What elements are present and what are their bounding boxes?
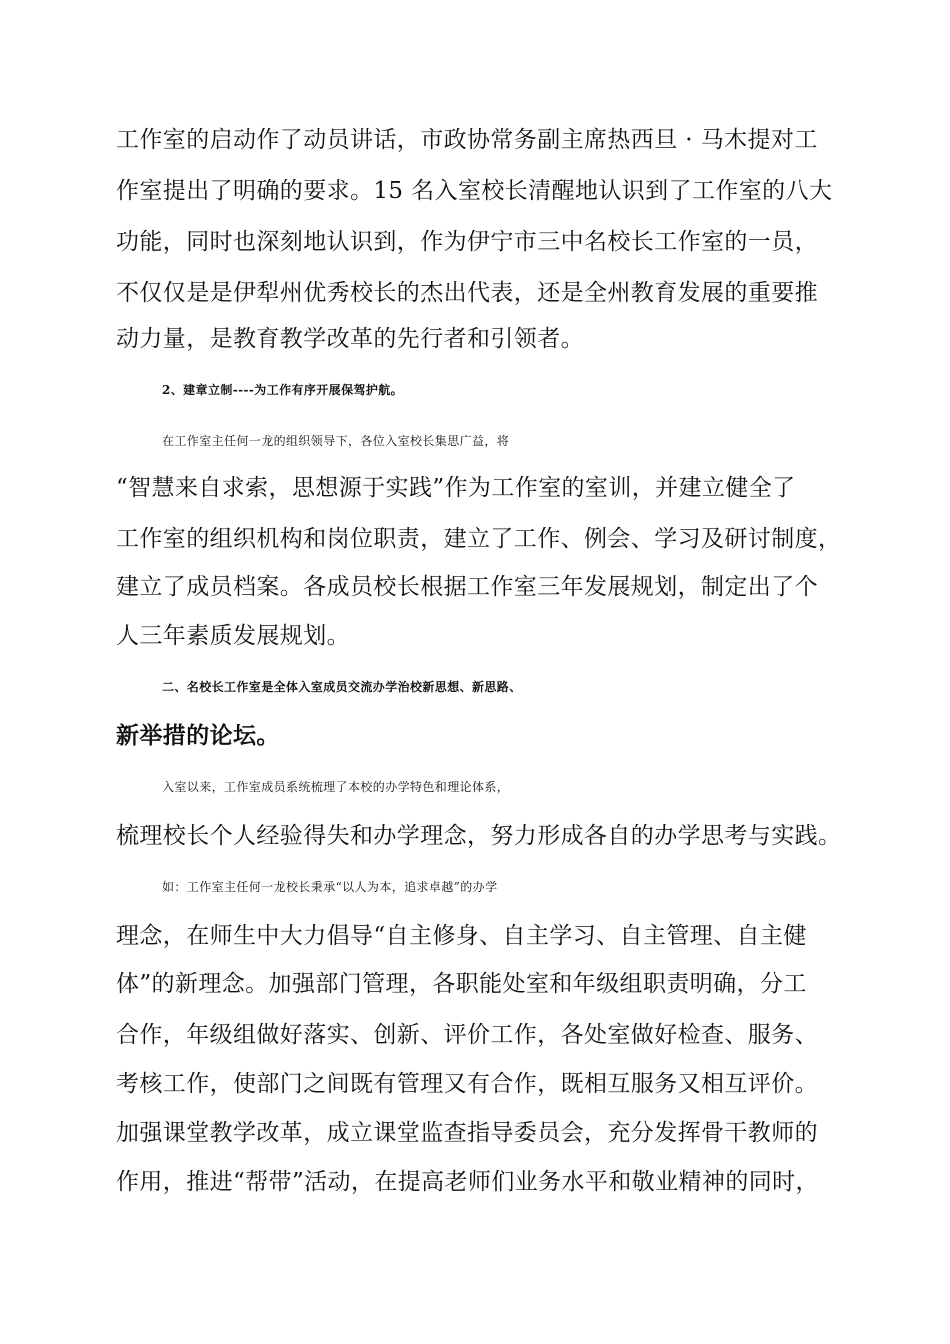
paragraph-line: 入室以来，工作室成员系统梳理了本校的办学特色和理论体系， bbox=[162, 780, 510, 794]
paragraph-line: 梳理校长个人经验得失和办学理念，努力形成各自的办学思考与实践。 bbox=[116, 823, 842, 849]
paragraph-line: 动力量，是教育教学改革的先行者和引领者。 bbox=[116, 326, 584, 352]
paragraph-line: 如：工作室主任何一龙校长秉承“以人为本，追求卓越”的办学 bbox=[162, 880, 498, 894]
paragraph-line: 加强课堂教学改革，成立课堂监查指导委员会，充分发挥骨干教师的 bbox=[116, 1120, 818, 1146]
paragraph-line: 在工作室主任何一龙的组织领导下，各位入室校长集思广益，将 bbox=[162, 434, 510, 448]
paragraph-line: 建立了成员档案。各成员校长根据工作室三年发展规划，制定出了个 bbox=[116, 574, 818, 600]
section-heading: 2、建章立制----为工作有序开展保驾护航。 bbox=[162, 383, 404, 397]
paragraph-line: 功能，同时也深刻地认识到，作为伊宁市三中名校长工作室的一员， bbox=[116, 229, 818, 255]
paragraph-line: 工作室的组织机构和岗位职责，建立了工作、例会、学习及研讨制度， bbox=[116, 526, 842, 552]
paragraph-line: 工作室的启动作了动员讲话，市政协常务副主席热西旦 · 马木提对工 bbox=[116, 127, 818, 153]
paragraph-line: 作用，推进“帮带”活动，在提高老师们业务水平和敬业精神的同时， bbox=[116, 1169, 819, 1195]
paragraph-line: 人三年素质发展规划。 bbox=[116, 623, 350, 649]
paragraph-line: 体”的新理念。加强部门管理，各职能处室和年级组职责明确，分工 bbox=[116, 971, 807, 997]
section-heading: 二、名校长工作室是全体入室成员交流办学治校新思想、新思路、 bbox=[162, 680, 522, 694]
paragraph-line: “智慧来自求索，思想源于实践”作为工作室的室训，并建立健全了 bbox=[116, 475, 796, 501]
paragraph-line: 不仅仅是是伊犁州优秀校长的杰出代表，还是全州教育发展的重要推 bbox=[116, 280, 818, 306]
paragraph-line: 考核工作，使部门之间既有管理又有合作，既相互服务又相互评价。 bbox=[116, 1071, 818, 1097]
section-heading: 新举措的论坛。 bbox=[116, 722, 280, 749]
paragraph-line: 理念，在师生中大力倡导“自主修身、自主学习、自主管理、自主健 bbox=[116, 923, 807, 949]
paragraph-line: 合作，年级组做好落实、创新、评价工作，各处室做好检查、服务、 bbox=[116, 1022, 818, 1048]
paragraph-line: 作室提出了明确的要求。15 名入室校长清醒地认识到了工作室的八大 bbox=[116, 178, 833, 204]
